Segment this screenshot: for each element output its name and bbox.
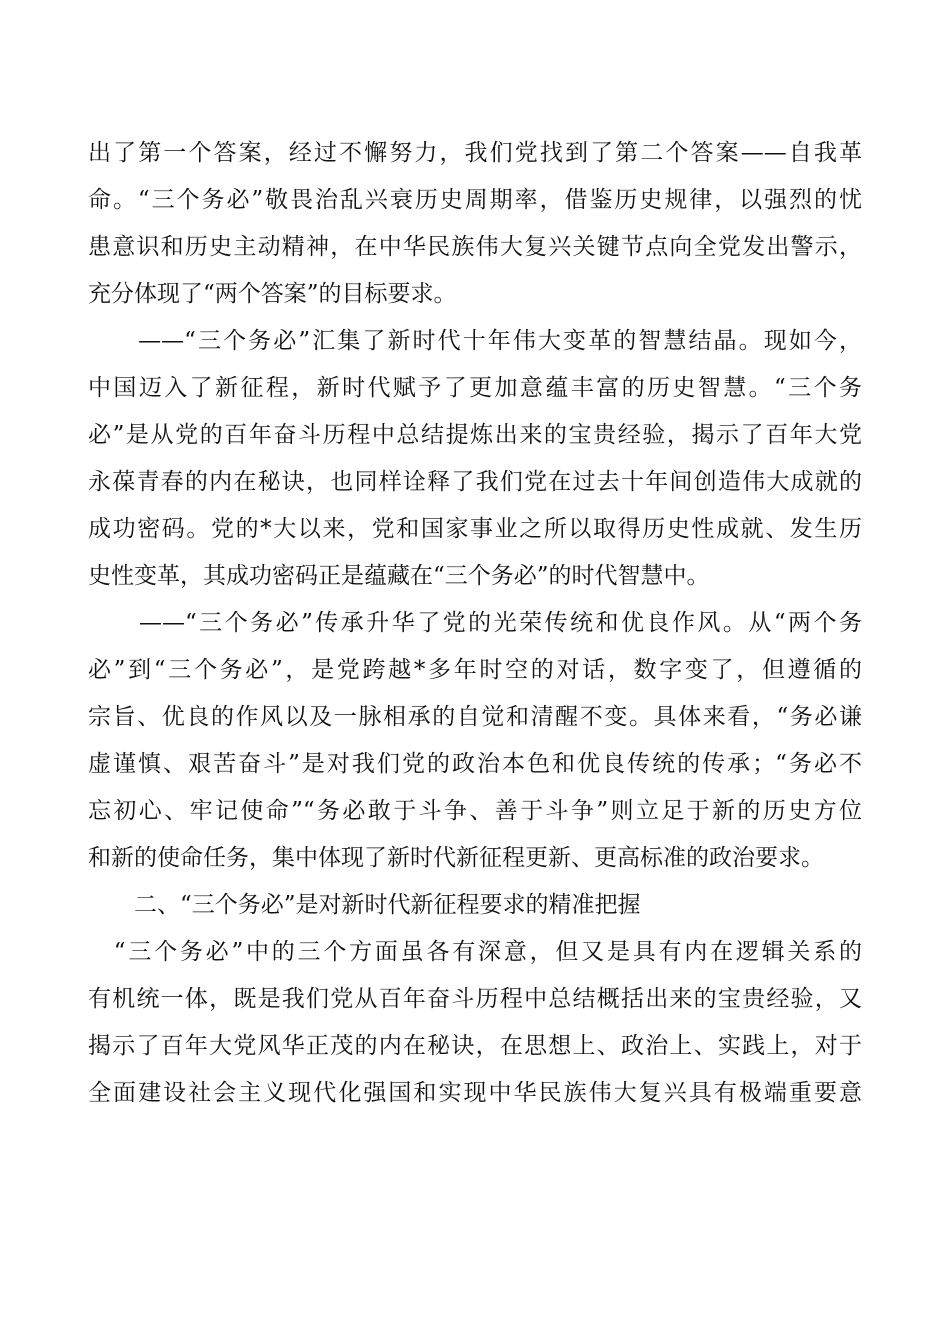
text-line: 全面建设社会主义现代化强国和实现中华民族伟大复兴具有极端重要意 [88,1080,862,1106]
text-line: 和新的使命任务，集中体现了新时代新征程更新、更高标准的政治要求。 [88,845,824,871]
body-text [88,130,862,1117]
text-line: “三个务必”中的三个方面虽各有深意，但又是具有内在逻辑关系的 [88,939,862,965]
text-line: 中国迈入了新征程，新时代赋予了更加意蕴丰富的历史智慧。“三个务 [88,375,862,401]
text-line: ——“三个务必”汇集了新时代十年伟大变革的智慧结晶。现如今， [88,328,862,354]
text-line: 忘初心、牢记使命”“务必敢于斗争、善于斗争”则立足于新的历史方位 [88,798,862,824]
text-line: 充分体现了“两个答案”的目标要求。 [88,281,457,307]
text-line: 宗旨、优良的作风以及一脉相承的自觉和清醒不变。具体来看，“务必谦 [88,704,862,730]
text-line: 必”到“三个务必”，是党跨越*多年时空的对话，数字变了，但遵循的 [88,657,862,683]
text-line: 命。“三个务必”敬畏治乱兴衰历史周期率，借鉴历史规律，以强烈的忧 [88,187,862,213]
text-line: 虚谨慎、艰苦奋斗”是对我们党的政治本色和优良传统的传承；“务必不 [88,751,862,777]
text-line: 必”是从党的百年奋斗历程中总结提炼出来的宝贵经验，揭示了百年大党 [88,422,862,448]
text-line: 永葆青春的内在秘诀，也同样诠释了我们党在过去十年间创造伟大成就的 [88,469,862,495]
text-line: 成功密码。党的*大以来，党和国家事业之所以取得历史性成就、发生历 [88,516,862,542]
text-line: 揭示了百年大党风华正茂的内在秘诀，在思想上、政治上、实践上，对于 [88,1033,862,1059]
text-line: ——“三个务必”传承升华了党的光荣传统和优良作风。从“两个务 [88,610,862,636]
text-line: 出了第一个答案，经过不懈努力，我们党找到了第二个答案——自我革 [88,140,862,166]
text-line: 有机统一体，既是我们党从百年奋斗历程中总结概括出来的宝贵经验，又 [88,986,862,1012]
text-line: 二、“三个务必”是对新时代新征程要求的精准把握 [88,892,641,918]
text-line: 史性变革，其成功密码正是蕴藏在“三个务必”的时代智慧中。 [88,563,710,589]
text-line: 患意识和历史主动精神，在中华民族伟大复兴关键节点向全党发出警示， [88,234,862,260]
